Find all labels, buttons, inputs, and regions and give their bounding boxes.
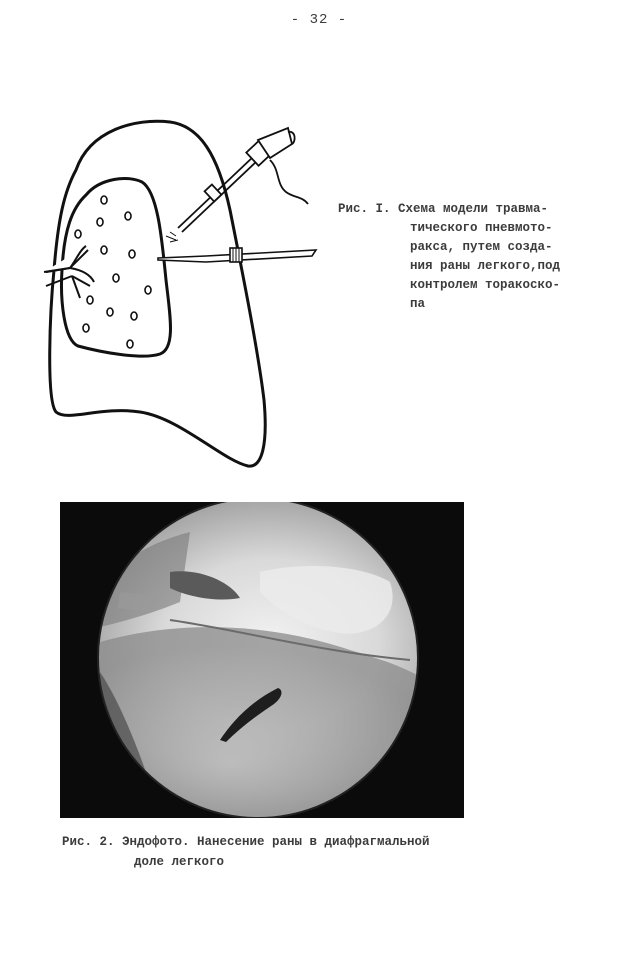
figure-1-caption [338,200,608,314]
outer-lung-outline [50,121,265,466]
caption-line: ния раны легкого,под [410,259,561,273]
caption-line: Рис. 2. Эндофото. Нанесение раны в диафрагмальной [62,835,430,849]
caption-line: па [410,297,426,311]
inner-lobe-outline [62,178,171,356]
alveoli-dots [75,196,151,348]
figure-2-caption [62,832,582,872]
caption-line: ракса, путем созда- [410,240,553,254]
thoracoscope-instrument [166,128,308,242]
caption-line: доле легкого [134,855,225,869]
needle-instrument [158,248,316,262]
caption-line: Рис. I. Схема модели травма- [338,202,549,216]
caption-line: тического пневмото- [410,221,553,235]
endoscopic-photo [60,502,464,818]
caption-line: контролем торакоско- [410,278,561,292]
page-number: - 32 - [290,12,348,28]
lung-model-diagram [30,100,330,480]
